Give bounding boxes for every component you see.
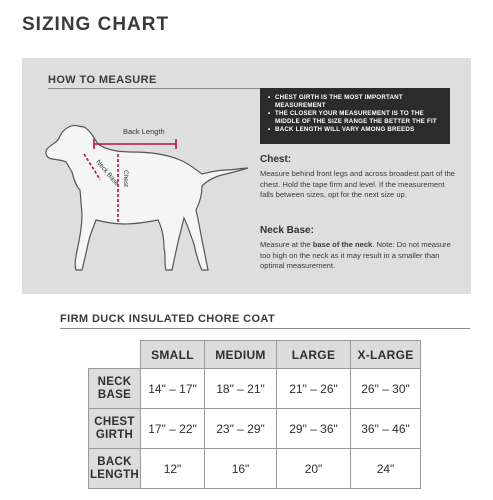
table-cell: 24" xyxy=(351,449,421,489)
column-header-x-large: X-LARGE xyxy=(351,341,421,369)
measurement-notes xyxy=(260,88,450,144)
how-to-measure-title: HOW TO MEASURE xyxy=(48,74,157,86)
product-divider xyxy=(60,328,470,329)
table-header-row xyxy=(89,341,421,369)
note-item: • CHEST GIRTH IS THE MOST IMPORTANT MEASUREMENT xyxy=(268,94,444,110)
row-label-line: LENGTH xyxy=(89,468,140,481)
dog-diagram xyxy=(30,114,255,284)
neck-base-label: Neck Base xyxy=(94,158,121,188)
neck-text-bold: base of the neck xyxy=(312,240,373,249)
neck-base-heading: Neck Base: xyxy=(260,225,314,236)
table-cell: 26" – 30" xyxy=(351,369,421,409)
row-label-line: GIRTH xyxy=(95,428,134,441)
row-header-chest-girth xyxy=(89,409,141,449)
neck-base-instructions xyxy=(260,240,460,272)
neck-text-before: Measure at the xyxy=(260,240,313,249)
column-header-medium: MEDIUM xyxy=(205,341,277,369)
row-header-neck-base xyxy=(89,369,141,409)
how-to-measure-panel xyxy=(22,58,471,294)
table-cell: 21" – 26" xyxy=(277,369,351,409)
table-row xyxy=(89,409,421,449)
row-label-line: BASE xyxy=(97,388,132,401)
page-title: SIZING CHART xyxy=(22,14,170,35)
table-cell: 20" xyxy=(277,449,351,489)
table-cell: 29" – 36" xyxy=(277,409,351,449)
column-header-small: SMALL xyxy=(141,341,205,369)
table-cell: 12" xyxy=(141,449,205,489)
note-item: • BACK LENGTH WILL VARY AMONG BREEDS xyxy=(268,126,444,134)
chest-instructions: Measure behind front legs and across broadest part of the chest. Hold the tape firm and level. If the measurement falls between sizes, opt for the next size up. xyxy=(260,169,456,199)
table-cell: 18" – 21" xyxy=(205,369,277,409)
back-length-label: Back Length xyxy=(123,127,165,136)
row-header-back-length xyxy=(89,449,141,489)
table-row xyxy=(89,369,421,409)
size-table xyxy=(88,340,421,489)
row-label-line: NECK xyxy=(97,375,132,388)
neck-text-after: . Note: Do not measure too high on the neck as it may result in a smaller than optimal measurement. xyxy=(260,240,451,270)
table-row xyxy=(89,449,421,489)
table-cell: 14" – 17" xyxy=(141,369,205,409)
table-cell: 16" xyxy=(205,449,277,489)
table-cell: 23" – 29" xyxy=(205,409,277,449)
chest-label: Chest xyxy=(122,170,129,187)
column-header-large: LARGE xyxy=(277,341,351,369)
row-label-line: BACK xyxy=(97,455,132,468)
table-cell: 17" – 22" xyxy=(141,409,205,449)
note-item: • THE CLOSER YOUR MEASUREMENT IS TO THE MIDDLE OF THE SIZE RANGE THE BETTER THE FIT xyxy=(268,110,444,126)
table-corner xyxy=(89,341,141,369)
dog-silhouette xyxy=(46,125,248,270)
table-cell: 36" – 46" xyxy=(351,409,421,449)
chest-heading: Chest: xyxy=(260,154,292,165)
row-label-line: CHEST xyxy=(94,415,135,428)
product-title: FIRM DUCK INSULATED CHORE COAT xyxy=(60,313,276,325)
